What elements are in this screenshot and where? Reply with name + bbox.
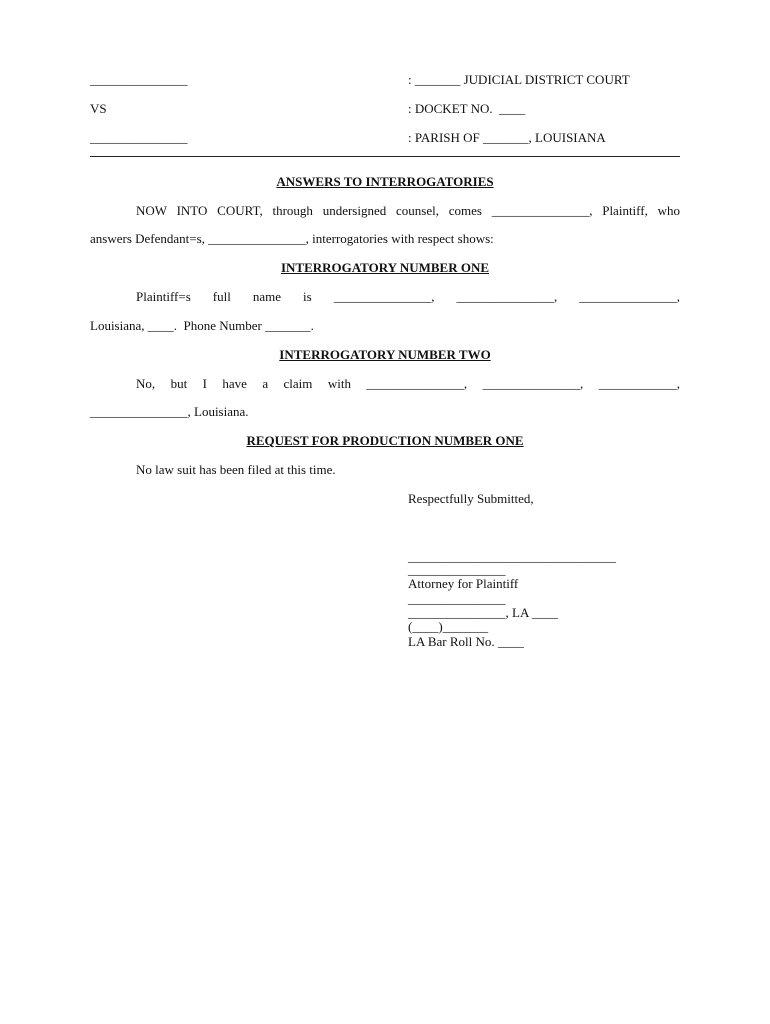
request-one-line-1: No law suit has been filed at this time.	[136, 462, 336, 477]
defendant-name-blank: _______________	[90, 130, 188, 145]
court-line: : _______ JUDICIAL DISTRICT COURT	[408, 72, 630, 87]
intro-line-1: NOW INTO COURT, through undersigned counsel, comes _______________, Plaintiff, who	[136, 203, 680, 218]
plaintiff-name-blank: _______________	[90, 72, 188, 87]
attorney-role: Attorney for Plaintiff	[408, 576, 519, 591]
bar-roll-line: LA Bar Roll No. ____	[408, 634, 524, 649]
city-line: _______________, LA ____	[408, 605, 558, 620]
request-one-heading: REQUEST FOR PRODUCTION NUMBER ONE	[246, 433, 524, 448]
interrogatory-two-heading: INTERROGATORY NUMBER TWO	[279, 347, 491, 362]
phone-line: (____)_______	[408, 619, 489, 634]
interrogatory-two-line-1: No, but I have a claim with _______________, _______________, ____________,	[136, 376, 680, 391]
document-title: ANSWERS TO INTERROGATORIES	[276, 174, 494, 189]
interrogatory-one-line-1: Plaintiff=s full name is _______________, _______________, _______________,	[136, 289, 680, 304]
interrogatory-one-heading: INTERROGATORY NUMBER ONE	[280, 260, 490, 275]
address-blank: _______________	[408, 591, 506, 606]
vs-label: VS	[90, 101, 107, 116]
signature-line: ________________________________	[408, 549, 616, 564]
interrogatory-one-line-2: Louisiana, ____. Phone Number _______.	[90, 318, 314, 333]
closing-text: Respectfully Submitted,	[408, 491, 534, 506]
docket-line: : DOCKET NO. ____	[408, 101, 526, 116]
attorney-name-blank: _______________	[408, 562, 506, 577]
intro-line-2: answers Defendant=s, _______________, interrogatories with respect shows:	[90, 231, 494, 246]
parish-line: : PARISH OF _______, LOUISIANA	[408, 130, 606, 145]
interrogatory-two-line-2: _______________, Louisiana.	[90, 404, 249, 419]
caption-divider	[90, 156, 680, 157]
